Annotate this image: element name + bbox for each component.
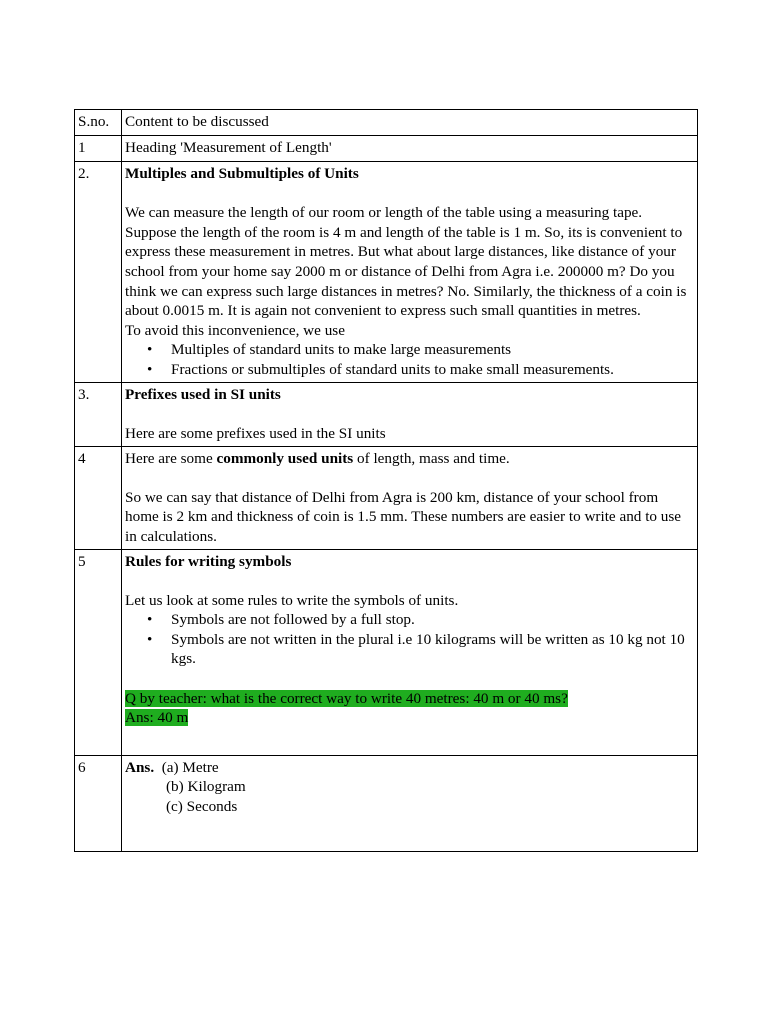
section-heading: Multiples and Submultiples of Units bbox=[125, 165, 359, 182]
row-content bbox=[122, 382, 698, 446]
section-heading: Prefixes used in SI units bbox=[125, 385, 281, 403]
list-item: (c) Seconds bbox=[166, 797, 238, 815]
row-number: 5 bbox=[75, 549, 122, 755]
list-item: • Multiples of standard units to make large measurements bbox=[171, 340, 693, 360]
paragraph: Let us look at some rules to write the symbols of units. bbox=[125, 591, 459, 609]
paragraph: Here are some commonly used units of length, mass and time. bbox=[125, 449, 510, 467]
answer-list bbox=[125, 758, 693, 817]
bold-phrase: commonly used units bbox=[216, 449, 354, 467]
section-heading: Rules for writing symbols bbox=[125, 552, 292, 570]
row-content bbox=[122, 549, 698, 755]
header-sno: S.no. bbox=[75, 110, 122, 136]
row-heading-text: Heading 'Measurement of Length' bbox=[122, 136, 698, 162]
paragraph: To avoid this inconvenience, we use bbox=[125, 321, 345, 339]
paragraph: So we can say that distance of Delhi from Agra is 200 km, distance of your school from home is 2 km and thickness of coin is 1.5 mm. These numbers are easier to write and to use in calculations. bbox=[125, 488, 682, 545]
list-item: (a) Metre bbox=[161, 758, 219, 776]
paragraph: Here are some prefixes used in the SI units bbox=[125, 424, 386, 442]
row-number: 1 bbox=[75, 136, 122, 162]
header-content: Content to be discussed bbox=[122, 110, 698, 136]
list-item: (b) Kilogram bbox=[166, 778, 246, 796]
paragraph: We can measure the length of our room or length of the table using a measuring tape. Suppose the length of the room is 4 m and length of the table is 1 m. So, its is convenient to express these measurement in metres. But what about large distances, like distance of your school from your home say 2000 m or distance of Delhi from Agra i.e. 200000 m? Do you think we can express such large distances in metres? No. Similarly, the thickness of a coin is about 0.0015 m. It is again not convenient to express such small quantities in metres. bbox=[125, 204, 687, 320]
teacher-answer: Ans: 40 m bbox=[125, 709, 189, 727]
table-header-row bbox=[75, 110, 698, 136]
bullet-list bbox=[125, 340, 693, 379]
row-content bbox=[122, 446, 698, 549]
answer-label: Ans. bbox=[125, 758, 155, 776]
bullet-list bbox=[125, 610, 693, 669]
row-number: 6 bbox=[75, 755, 122, 851]
table-row bbox=[75, 382, 698, 446]
list-item: • Symbols are not followed by a full stop. bbox=[171, 610, 693, 630]
row-number: 4 bbox=[75, 446, 122, 549]
teacher-question: Q by teacher: what is the correct way to write 40 metres: 40 m or 40 ms? bbox=[125, 689, 568, 707]
row-content bbox=[122, 162, 698, 383]
table-row bbox=[75, 549, 698, 755]
list-item: • Fractions or submultiples of standard units to make small measurements. bbox=[171, 360, 693, 380]
table-row bbox=[75, 755, 698, 851]
row-content bbox=[122, 755, 698, 851]
table-row bbox=[75, 136, 698, 162]
row-number: 3. bbox=[75, 382, 122, 446]
table-row bbox=[75, 446, 698, 549]
list-item: • Symbols are not written in the plural i.e 10 kilograms will be written as 10 kg not 10 kgs. bbox=[171, 630, 693, 669]
table-row bbox=[75, 162, 698, 383]
row-number: 2. bbox=[75, 162, 122, 383]
content-table bbox=[74, 109, 698, 852]
